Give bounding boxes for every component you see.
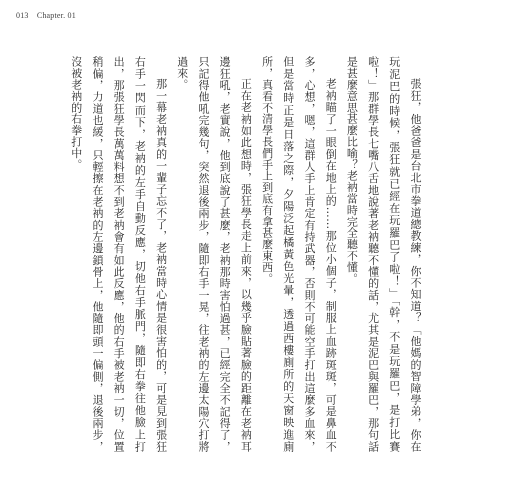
- paragraph: 老衲瞄了一眼倒在地上的……那位小個子，制服上血跡斑斑，可是鼻血不多，心想，嗯，這群人手上肯定有持武器，否則不可能空手打出這麼多血來，但是當時正是日落之際，夕陽泛起橘黃色光暈，透過西樓廁所的天窗映進廁所，真看不清學長們手上到底有拿甚麼東西。: [260, 56, 338, 452]
- paragraph: 那一幕老衲真的一輩子忘不了，老衲當時心情是很害怕的，可是見到張狂右手一閃而下，老衲的左手自動反應，切他右手脈門，隨即右拳往他臉上打出，那張狂學長萬萬料想不到老衲會有如此反應，他的右手被老衲一切，位置稍偏，力道也緩，只輕擦在老衲的左邊鎖骨上，他隨即頭一偏側，退後兩步，沒被老衲的右拳打中。: [69, 56, 168, 452]
- chapter-label: Chapter. 01: [36, 11, 76, 20]
- page-header: [16, 11, 76, 20]
- body-text: [69, 56, 426, 452]
- page-number: 013: [16, 11, 29, 20]
- paragraph: 正在老衲如此想時，張狂學長走上前來，以幾乎臉貼著臉的距離在老衲耳邊狂吼，老實說，他到底說了甚麼，老衲那時害怕過甚，已經完全不記得了，只記得他吼完幾句，突然退後兩步，隨即右手一晃，往老衲的左邊太陽穴打將過來。: [175, 56, 253, 452]
- paragraph: 張狂，他爸爸是台北市拳道總教練，你不知道？「他媽的智障學弟，你在玩泥巴的時候，張狂就已經在玩羅巴了啦！」「幹，不是玩羅巴，是打比賽啦！」那群學長七嘴八舌地說著老衲聽不懂的話，尤其是泥巴與羅巴，那句話是甚麼意思甚麼比喻？老衲當時完全聽不懂。: [345, 56, 422, 452]
